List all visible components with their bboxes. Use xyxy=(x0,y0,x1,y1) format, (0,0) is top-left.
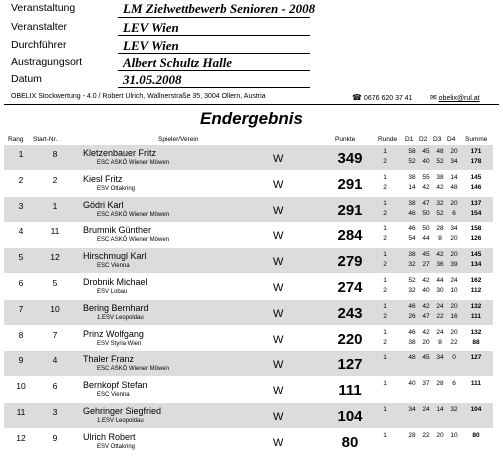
email-address[interactable]: obelix@rul.at xyxy=(438,95,480,102)
throw-2-cell: 45 xyxy=(422,354,430,362)
player-name: Bernkopf Stefan xyxy=(83,380,148,391)
player-name: Kiesl Fritz xyxy=(83,173,123,184)
club-name: ESC ASKÖ Wiener Möwen xyxy=(97,237,170,244)
throw-4-cell: 0 xyxy=(452,354,456,362)
throw-3-cell: 48 xyxy=(436,148,444,155)
throw-1-cell: 46 xyxy=(408,328,416,336)
sum-cell: 145 xyxy=(470,251,482,259)
table-row xyxy=(4,197,493,222)
points-cell: 279 xyxy=(337,253,363,271)
throw-2-cell: 40 xyxy=(422,158,430,165)
value-veranstaltung: LM Zielwettbewerb Senioren - 2008 xyxy=(123,1,316,16)
round-number: 2 xyxy=(383,287,387,294)
round-number: 2 xyxy=(383,209,387,217)
throw-2-cell: 45 xyxy=(422,148,430,155)
label-durchfuehrer: Durchführer xyxy=(11,39,67,51)
software-info: OBELIX Stockwertung - 4.0 / Robert Ulrich, Wallnerstraße 35, 3004 Ollern, Austria xyxy=(11,93,266,100)
round-number: 1 xyxy=(383,277,387,284)
col-player: Spieler/Verein xyxy=(158,136,199,143)
throw-2-cell: 50 xyxy=(422,209,430,217)
throw-4-cell: 32 xyxy=(450,406,458,413)
throw-4-cell: 24 xyxy=(450,277,458,284)
throw-2-cell: 47 xyxy=(422,199,430,207)
rank-cell: 11 xyxy=(16,407,26,417)
throw-1-cell: 34 xyxy=(408,406,416,413)
category-cell: W xyxy=(273,385,284,398)
throw-1-cell: 38 xyxy=(408,199,416,207)
throw-1-cell: 48 xyxy=(408,354,416,362)
rank-cell: 3 xyxy=(18,200,24,211)
club-name: ESC ASKÖ Wiener Möwen xyxy=(97,211,170,218)
throw-1-cell: 38 xyxy=(408,251,416,259)
points-cell: 291 xyxy=(337,175,363,193)
points-cell: 127 xyxy=(337,356,363,374)
category-cell: W xyxy=(273,411,284,423)
rank-cell: 12 xyxy=(16,432,26,443)
start-number-cell: 7 xyxy=(52,329,58,340)
throw-4-cell: 10 xyxy=(450,431,458,439)
throw-1-cell: 52 xyxy=(408,277,416,284)
start-number-cell: 3 xyxy=(52,407,58,417)
value-datum: 31.05.2008 xyxy=(123,72,182,87)
col-d1: D1 xyxy=(405,136,414,143)
throw-1-cell: 46 xyxy=(408,209,416,217)
col-sum: Summe xyxy=(465,136,488,143)
points-cell: 291 xyxy=(337,201,363,219)
round-number: 1 xyxy=(383,431,387,439)
throw-2-cell: 42 xyxy=(422,302,430,310)
mail-icon: ✉ xyxy=(430,93,437,102)
phone-icon: ☎ xyxy=(352,93,362,102)
rank-cell: 6 xyxy=(18,278,24,288)
sum-cell: 80 xyxy=(472,431,480,439)
phone-contact xyxy=(352,93,413,102)
throw-4-cell: 48 xyxy=(450,183,458,191)
category-cell: W xyxy=(273,153,284,165)
col-points: Punkte xyxy=(335,136,356,143)
points-cell: 80 xyxy=(341,433,359,451)
sum-cell: 145 xyxy=(470,173,482,181)
throw-4-cell: 34 xyxy=(450,225,458,233)
category-cell: W xyxy=(273,333,284,346)
col-d2: D2 xyxy=(419,136,428,143)
round-number: 1 xyxy=(383,199,387,207)
throw-1-cell: 38 xyxy=(408,173,416,181)
round-number: 1 xyxy=(383,328,387,336)
throw-2-cell: 42 xyxy=(422,183,430,191)
throw-3-cell: 52 xyxy=(436,158,444,165)
player-name: Hirschmugl Karl xyxy=(83,251,147,262)
page-title: Endergebnis xyxy=(200,109,303,128)
col-d4: D4 xyxy=(447,136,456,143)
throw-3-cell: 52 xyxy=(436,209,444,217)
label-veranstalter: Veranstalter xyxy=(11,21,68,33)
sum-cell: 134 xyxy=(470,261,482,269)
underline xyxy=(118,17,310,18)
start-number-cell: 9 xyxy=(52,432,58,443)
sum-cell: 162 xyxy=(470,277,482,284)
table-row xyxy=(4,351,493,376)
category-cell: W xyxy=(273,178,284,191)
category-cell: W xyxy=(273,230,284,243)
rank-cell: 4 xyxy=(18,226,24,237)
club-name: ESC ASKÖ Wiener Möwen xyxy=(97,160,170,166)
round-number: 2 xyxy=(383,183,387,191)
category-cell: W xyxy=(273,204,284,217)
throw-3-cell: 24 xyxy=(436,328,444,336)
category-cell: W xyxy=(273,436,284,449)
rank-cell: 9 xyxy=(18,355,24,366)
category-cell: W xyxy=(273,359,284,372)
throw-1-cell: 46 xyxy=(408,302,416,310)
throw-4-cell: 14 xyxy=(450,173,458,181)
phone-number: 0676 620 37 41 xyxy=(363,95,413,102)
sum-cell: 112 xyxy=(470,287,482,294)
throw-1-cell: 26 xyxy=(408,312,416,320)
rank-cell: 5 xyxy=(18,252,24,263)
throw-2-cell: 37 xyxy=(422,380,430,388)
value-austragungsort: Albert Schultz Halle xyxy=(123,55,233,70)
throw-2-cell: 42 xyxy=(422,277,430,284)
club-name: ESC Vienna xyxy=(97,263,130,270)
points-cell: 243 xyxy=(337,304,363,322)
throw-4-cell: 6 xyxy=(452,380,456,388)
club-name: ESV Lobau xyxy=(97,289,128,295)
throw-1-cell: 52 xyxy=(408,158,416,165)
sum-cell: 104 xyxy=(470,406,482,413)
round-number: 1 xyxy=(383,302,387,310)
underline xyxy=(118,35,310,36)
throw-2-cell: 40 xyxy=(422,287,430,294)
table-row xyxy=(4,377,493,402)
throw-3-cell: 30 xyxy=(436,287,444,294)
round-number: 1 xyxy=(383,406,387,413)
throw-4-cell: 6 xyxy=(452,209,456,217)
start-number-cell: 11 xyxy=(50,226,60,237)
start-number-cell: 12 xyxy=(50,252,60,263)
throw-3-cell: 24 xyxy=(436,302,444,310)
round-number: 2 xyxy=(383,338,387,346)
round-number: 1 xyxy=(383,148,387,155)
email-contact[interactable] xyxy=(430,93,480,102)
throw-2-cell: 22 xyxy=(422,431,430,439)
player-name: Bering Bernhard xyxy=(83,302,149,313)
sum-cell: 137 xyxy=(470,199,482,207)
throw-3-cell: 22 xyxy=(436,312,444,320)
sum-cell: 146 xyxy=(470,183,482,191)
sum-cell: 171 xyxy=(470,148,482,155)
sum-cell: 132 xyxy=(470,328,482,336)
player-name: Prinz Wolfgang xyxy=(83,328,144,339)
throw-1-cell: 40 xyxy=(408,380,416,388)
throw-3-cell: 28 xyxy=(436,225,444,233)
rank-cell: 1 xyxy=(18,149,24,159)
throw-4-cell: 20 xyxy=(450,328,458,336)
table-row xyxy=(4,145,493,170)
throw-2-cell: 55 xyxy=(422,173,430,181)
player-name: Drobnik Michael xyxy=(83,277,148,287)
sum-cell: 127 xyxy=(470,354,482,362)
throw-2-cell: 47 xyxy=(422,312,430,320)
player-name: Thaler Franz xyxy=(83,354,135,365)
points-cell: 111 xyxy=(338,382,362,400)
rank-cell: 8 xyxy=(18,329,24,340)
club-name: ESC ASKÖ Wiener Möwen xyxy=(97,366,170,373)
separator xyxy=(4,104,499,105)
sum-cell: 132 xyxy=(470,302,482,310)
player-name: Brumnik Günther xyxy=(83,225,152,236)
club-name: 1.ESV Leopoldau xyxy=(97,314,144,321)
throw-2-cell: 20 xyxy=(422,338,430,346)
points-cell: 284 xyxy=(337,227,363,245)
sum-cell: 88 xyxy=(472,338,480,346)
throw-3-cell: 14 xyxy=(436,406,444,413)
club-name: ESV Styria Wien xyxy=(97,340,142,347)
round-number: 1 xyxy=(383,380,387,388)
sum-cell: 111 xyxy=(470,312,482,320)
throw-4-cell: 16 xyxy=(450,312,458,320)
value-durchfuehrer: LEV Wien xyxy=(123,38,179,53)
player-name: Kletzenbauer Fritz xyxy=(83,148,157,158)
round-number: 2 xyxy=(383,158,387,165)
start-number-cell: 1 xyxy=(52,200,58,211)
col-start: Start-Nr. xyxy=(33,136,58,143)
start-number-cell: 6 xyxy=(52,381,58,392)
round-number: 2 xyxy=(383,261,387,269)
points-cell: 220 xyxy=(337,330,363,348)
points-cell: 104 xyxy=(337,408,363,425)
round-number: 2 xyxy=(383,235,387,243)
points-cell: 274 xyxy=(337,279,363,296)
club-name: ESC Vienna xyxy=(97,392,130,399)
club-name: 1.ESV Leopoldau xyxy=(97,418,144,424)
throw-4-cell: 22 xyxy=(450,338,458,346)
throw-1-cell: 54 xyxy=(408,235,416,243)
start-number-cell: 5 xyxy=(52,278,58,288)
sum-cell: 158 xyxy=(470,225,482,233)
throw-4-cell: 10 xyxy=(450,287,458,294)
throw-3-cell: 38 xyxy=(436,173,444,181)
player-name: Ulrich Robert xyxy=(83,431,136,442)
throw-4-cell: 20 xyxy=(450,235,458,243)
col-round: Runde xyxy=(378,136,398,143)
table-row xyxy=(4,248,493,273)
col-d3: D3 xyxy=(433,136,442,143)
value-veranstalter: LEV Wien xyxy=(123,20,179,35)
rank-cell: 2 xyxy=(18,174,24,185)
category-cell: W xyxy=(273,307,284,320)
throw-4-cell: 34 xyxy=(450,158,458,165)
label-datum: Datum xyxy=(11,73,42,85)
throw-4-cell: 20 xyxy=(450,302,458,310)
throw-1-cell: 28 xyxy=(408,431,416,439)
throw-3-cell: 42 xyxy=(436,251,444,259)
table-row xyxy=(4,222,493,247)
throw-4-cell: 20 xyxy=(450,148,458,155)
table-row xyxy=(4,326,493,351)
sum-cell: 178 xyxy=(470,158,482,165)
table-row xyxy=(4,171,493,196)
start-number-cell: 10 xyxy=(50,303,60,314)
throw-4-cell: 20 xyxy=(450,251,458,259)
label-veranstaltung: Veranstaltung xyxy=(11,2,76,14)
underline xyxy=(118,53,310,54)
table-row xyxy=(4,403,493,428)
throw-3-cell: 8 xyxy=(438,235,442,243)
round-number: 2 xyxy=(383,312,387,320)
throw-2-cell: 24 xyxy=(422,406,430,413)
start-number-cell: 2 xyxy=(52,174,58,185)
table-row xyxy=(4,300,493,325)
throw-3-cell: 34 xyxy=(436,354,444,362)
round-number: 1 xyxy=(383,354,387,362)
throw-3-cell: 20 xyxy=(436,431,444,439)
underline xyxy=(118,70,310,71)
sum-cell: 111 xyxy=(470,380,482,388)
throw-3-cell: 8 xyxy=(438,338,442,346)
throw-2-cell: 42 xyxy=(422,328,430,336)
rank-cell: 10 xyxy=(16,381,26,392)
sum-cell: 154 xyxy=(470,209,482,217)
throw-2-cell: 27 xyxy=(422,261,430,269)
throw-4-cell: 20 xyxy=(450,199,458,207)
throw-2-cell: 44 xyxy=(422,235,430,243)
label-austragungsort: Austragungsort xyxy=(11,56,83,68)
throw-1-cell: 14 xyxy=(408,183,416,191)
throw-1-cell: 46 xyxy=(408,225,416,233)
throw-3-cell: 36 xyxy=(436,261,444,269)
throw-3-cell: 44 xyxy=(436,277,444,284)
throw-3-cell: 42 xyxy=(436,183,444,191)
sum-cell: 126 xyxy=(470,235,482,243)
rank-cell: 7 xyxy=(18,303,24,314)
throw-1-cell: 32 xyxy=(408,287,416,294)
start-number-cell: 4 xyxy=(52,355,58,366)
table-row xyxy=(4,429,493,454)
start-number-cell: 8 xyxy=(52,149,58,159)
table-row xyxy=(4,274,493,299)
underline xyxy=(118,87,310,88)
throw-4-cell: 39 xyxy=(450,261,458,269)
throw-2-cell: 50 xyxy=(422,225,430,233)
player-name: Gehringer Siegfried xyxy=(83,406,162,416)
club-name: ESV Ottakring xyxy=(97,185,136,192)
throw-1-cell: 38 xyxy=(408,338,416,346)
col-rank: Rang xyxy=(8,136,24,143)
throw-2-cell: 45 xyxy=(422,251,430,259)
throw-3-cell: 28 xyxy=(436,380,444,388)
throw-1-cell: 32 xyxy=(408,261,416,269)
round-number: 1 xyxy=(383,251,387,259)
player-name: Gödri Karl xyxy=(83,199,124,210)
points-cell: 349 xyxy=(337,150,363,167)
round-number: 1 xyxy=(383,173,387,181)
throw-1-cell: 58 xyxy=(408,148,416,155)
round-number: 1 xyxy=(383,225,387,233)
category-cell: W xyxy=(273,282,284,294)
club-name: ESV Ottakring xyxy=(97,443,136,450)
category-cell: W xyxy=(273,256,284,269)
throw-3-cell: 32 xyxy=(436,199,444,207)
